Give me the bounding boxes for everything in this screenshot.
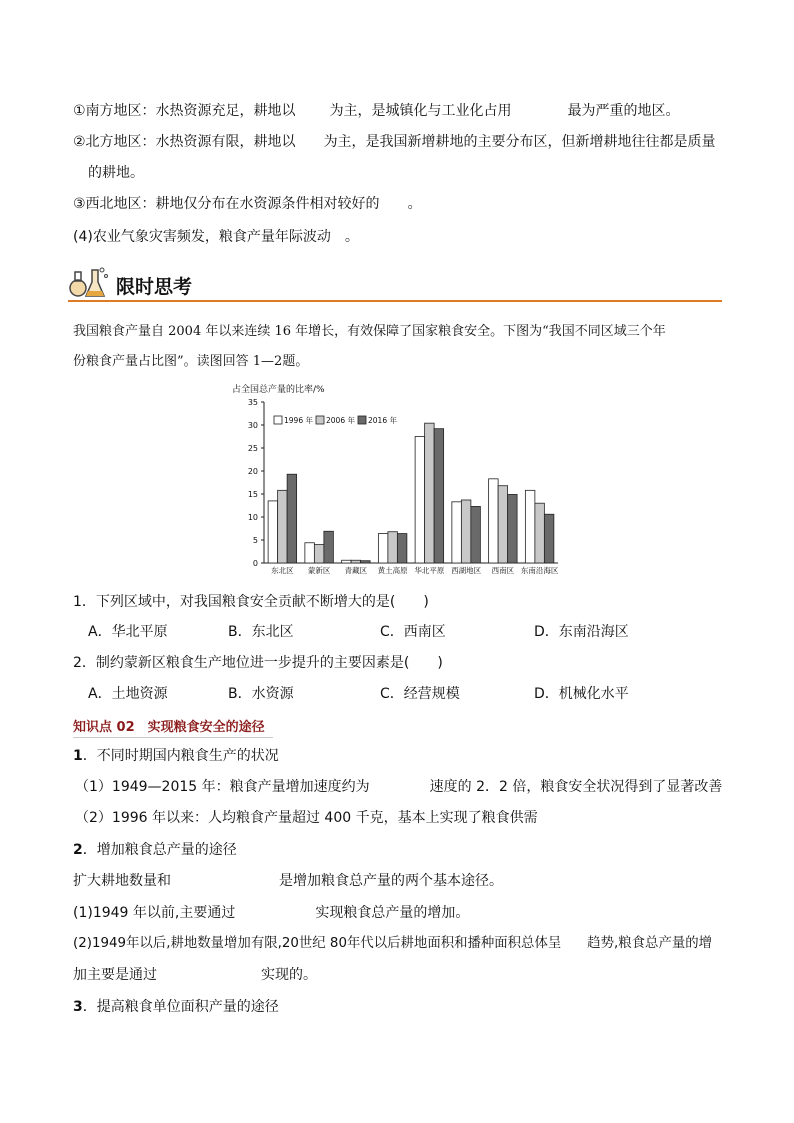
header-divider [68,300,722,302]
text-segment: 实现粮食总产量的增加。 [315,905,470,921]
bar [489,479,499,563]
bar [498,486,508,563]
text-segment: 。 [344,229,359,245]
legend-swatch [358,416,366,424]
bar [434,429,444,563]
fill-line-weather [73,227,733,247]
flask-icon [68,264,110,300]
text-segment: (2)1949年以后,耕地数量增加有限,20世纪 80年代以后耕地面积和播种面积总体呈 [73,936,562,951]
knowledge-point-label: 知识点 02 实现粮食安全的途径 [73,720,265,735]
q1-option-a[interactable]: A．华北平原 [88,624,168,640]
bar [361,561,371,563]
bar [314,545,324,563]
heading-number: 3 [73,999,83,1015]
text-segment: 加主要是通过 [73,967,157,983]
q1-option-b[interactable]: B．东北区 [228,624,294,640]
x-tick-label: 东北区 [271,566,294,575]
heading-text: ．提高粮食单位面积产量的途径 [82,999,279,1015]
x-tick-label: 黄土高原 [377,566,408,575]
section-header [68,262,722,304]
fill-line-north [73,132,733,152]
y-tick-label: 20 [247,467,258,476]
y-tick-label: 30 [247,421,258,430]
bar [535,503,545,563]
text-segment: (1)1949 年以前,主要通过 [73,905,236,921]
y-tick-label: 15 [247,490,258,499]
text-segment: 为主，是城镇化与工业化占用 [329,103,512,119]
x-tick-label: 蒙新区 [307,566,331,575]
intro-line-1: 我国粮食产量自 2004 年以来连续 16 年增长，有效保障了国家粮食安全。下图为“我国不同区域三个年 [73,324,666,339]
bar [415,437,425,564]
question-2: 2．制约蒙新区粮食生产地位进一步提升的主要因素是( ) [73,655,443,671]
q2-option-b[interactable]: B．水资源 [228,686,294,702]
text-segment: 最为严重的地区。 [567,103,680,119]
legend-label: 2006 年 [326,416,355,425]
q2-option-c[interactable]: C．经营规模 [380,686,460,702]
legend [274,415,397,425]
y-tick-label: 0 [252,559,258,568]
q2-option-d[interactable]: D．机械化水平 [534,686,629,702]
bar [397,534,407,563]
text-segment: 实现的。 [261,967,317,983]
section-title: 限时思考 [116,276,193,298]
section-2-line-4 [73,965,733,985]
x-tick-label: 华北平原 [414,566,445,575]
bar [461,500,471,563]
legend-label: 2016 年 [368,416,397,425]
q1-option-c[interactable]: C．西南区 [380,624,446,640]
text-segment: （1）1949—2015 年：粮食产量增加速度约为 [75,779,370,795]
x-axis-labels [271,565,559,575]
text-segment: 扩大耕地数量和 [73,873,171,889]
y-tick-label: 10 [247,513,258,522]
legend-label: 1996 年 [284,416,313,425]
text-segment: ①南方地区：水热资源充足，耕地以 [73,103,296,119]
bar [452,502,462,563]
bar [324,531,334,563]
section-1-heading [73,746,733,766]
knowledge-point-underline [73,737,273,738]
x-tick-label: 青藏区 [344,566,368,575]
text-segment: 趋势,粮食总产量的增 [587,936,713,951]
bars-group [268,423,554,563]
q1-option-d[interactable]: D．东南沿海区 [534,624,629,640]
bar [351,560,361,563]
bar [544,514,554,563]
bar [342,560,352,563]
intro-line-2: 份粮食产量占比图”。读图回答 1—2题。 [73,354,309,369]
bar [388,532,398,563]
question-2-options [88,684,708,704]
text-segment: ③西北地区：耕地仅分布在水资源条件相对较好的 [73,196,380,212]
heading-number: 1 [73,748,83,764]
y-axis-label: 占全国总产量的比率/% [232,385,325,395]
section-2-line-1 [73,871,733,891]
text-segment: ②北方地区：水热资源有限，耕地以 [73,134,296,150]
bar [305,543,315,563]
q2-option-a[interactable]: A．土地资源 [88,686,168,702]
y-tick-label: 25 [247,444,258,453]
fill-line-south [73,101,733,121]
fill-line-northwest [73,194,733,214]
y-tick-label: 5 [252,536,258,545]
bar [425,423,435,563]
x-tick-label: 西湖地区 [451,566,482,575]
bar [508,494,518,563]
text-segment: 为主，是我国新增耕地的主要分布区，但新增耕地往往都是质量 [323,134,716,150]
bar [525,490,535,563]
question-1: 1．下列区域中，对我国粮食安全贡献不断增大的是( ) [73,594,429,610]
x-tick-label: 东南沿海区 [520,566,559,575]
x-tick-label: 西南区 [491,566,515,575]
section-2-line-3 [73,934,733,954]
text-segment: 的耕地。 [88,165,144,181]
question-1-options [88,622,708,642]
heading-text: ．不同时期国内粮食生产的状况 [82,748,279,764]
section-1-line-1 [75,777,735,797]
fill-line-north-cont [88,163,748,183]
bar [268,501,278,563]
section-3-heading [73,997,733,1017]
heading-number: 2 [73,842,83,858]
bar [378,534,388,563]
text-segment: (4)农业气象灾害频发，粮食产量年际波动 [73,229,331,245]
y-tick-label: 35 [247,398,258,407]
bar [287,474,297,563]
text-segment: 。 [407,196,422,212]
grain-output-chart [228,380,564,580]
legend-swatch [274,416,282,424]
bar [278,490,288,563]
bar [471,506,481,563]
section-2-line-2 [73,903,733,923]
text-segment: 是增加粮食总产量的两个基本途径。 [279,873,503,889]
heading-text: ．增加粮食总产量的途径 [82,842,237,858]
legend-swatch [316,416,324,424]
text-segment: 速度的 2．2 倍，粮食安全状况得到了显著改善 [429,779,723,795]
section-1-line-2: （2）1996 年以来：人均粮食产量超过 400 千克，基本上实现了粮食供需 [75,810,538,826]
section-2-heading [73,840,733,860]
